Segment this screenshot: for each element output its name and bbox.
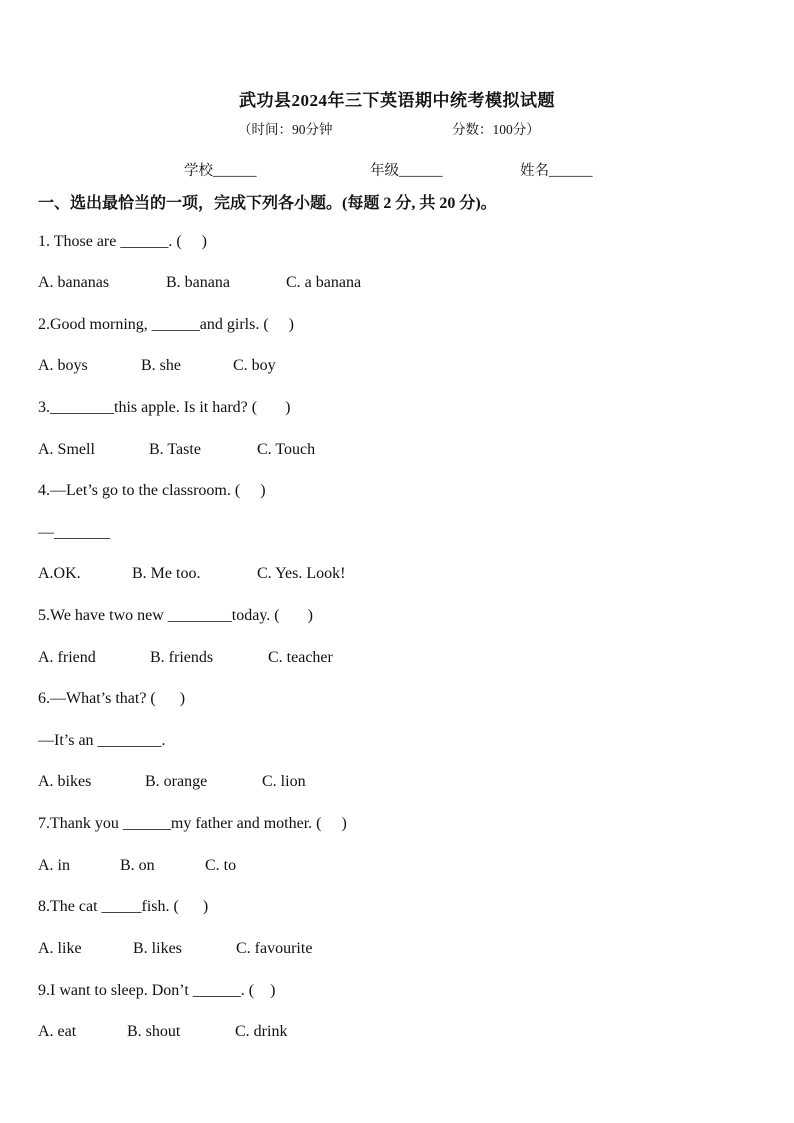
question-stem: 9.I want to sleep. Don’t ______. ( ) xyxy=(38,982,276,999)
option-b: B. banana xyxy=(166,274,230,291)
question-stem: 6.—What’s that? ( ) xyxy=(38,690,186,707)
option-a: A. eat xyxy=(38,1023,77,1040)
grade-field: 年级______ xyxy=(370,163,443,179)
question-response-line: —_______ xyxy=(38,524,110,541)
option-c: C. drink xyxy=(235,1023,288,1040)
option-a: A. friend xyxy=(38,649,96,666)
option-c: C. Touch xyxy=(257,441,316,458)
option-b: B. she xyxy=(141,357,181,374)
option-a: A. bananas xyxy=(38,274,110,291)
option-b: B. on xyxy=(120,857,155,874)
school-field: 学校______ xyxy=(184,163,257,179)
option-b: B. Me too. xyxy=(132,565,201,582)
option-b: B. orange xyxy=(145,773,208,790)
option-c: C. boy xyxy=(233,357,276,374)
option-c: C. to xyxy=(205,857,237,874)
option-a: A. bikes xyxy=(38,773,92,790)
question-stem: 7.Thank you ______my father and mother. ( ) xyxy=(38,815,347,832)
option-c: C. Yes. Look! xyxy=(257,565,346,582)
question-stem: 8.The cat _____fish. ( ) xyxy=(38,898,209,915)
option-b: B. likes xyxy=(133,940,182,957)
option-b: B. Taste xyxy=(149,441,201,458)
option-b: B. friends xyxy=(150,649,214,666)
option-a: A.OK. xyxy=(38,565,81,582)
option-a: A. in xyxy=(38,857,70,874)
option-a: A. like xyxy=(38,940,82,957)
option-a: A. Smell xyxy=(38,441,95,458)
exam-title: 武功县2024年三下英语期中统考模拟试题 xyxy=(239,91,555,110)
question-stem: 5.We have two new ________today. ( ) xyxy=(38,607,313,624)
question-stem: 4.—Let’s go to the classroom. ( ) xyxy=(38,482,266,499)
question-stem: 3.________this apple. Is it hard? ( ) xyxy=(38,399,291,416)
exam-time: （时间：90分钟 xyxy=(238,122,333,137)
option-a: A. boys xyxy=(38,357,88,374)
question-stem: 2.Good morning, ______and girls. ( ) xyxy=(38,316,294,333)
option-c: C. favourite xyxy=(236,940,313,957)
section-heading: 一、选出最恰当的一项，完成下列各小题。(每题 2 分, 共 20 分)。 xyxy=(38,195,497,212)
option-c: C. lion xyxy=(262,773,306,790)
question-stem: 1. Those are ______. ( ) xyxy=(38,233,207,250)
question-response-line: —It’s an ________. xyxy=(38,732,166,749)
exam-score: 分数：100分） xyxy=(452,122,540,137)
option-c: C. teacher xyxy=(268,649,333,666)
option-c: C. a banana xyxy=(286,274,362,291)
name-field: 姓名______ xyxy=(520,163,593,179)
option-b: B. shout xyxy=(127,1023,181,1040)
